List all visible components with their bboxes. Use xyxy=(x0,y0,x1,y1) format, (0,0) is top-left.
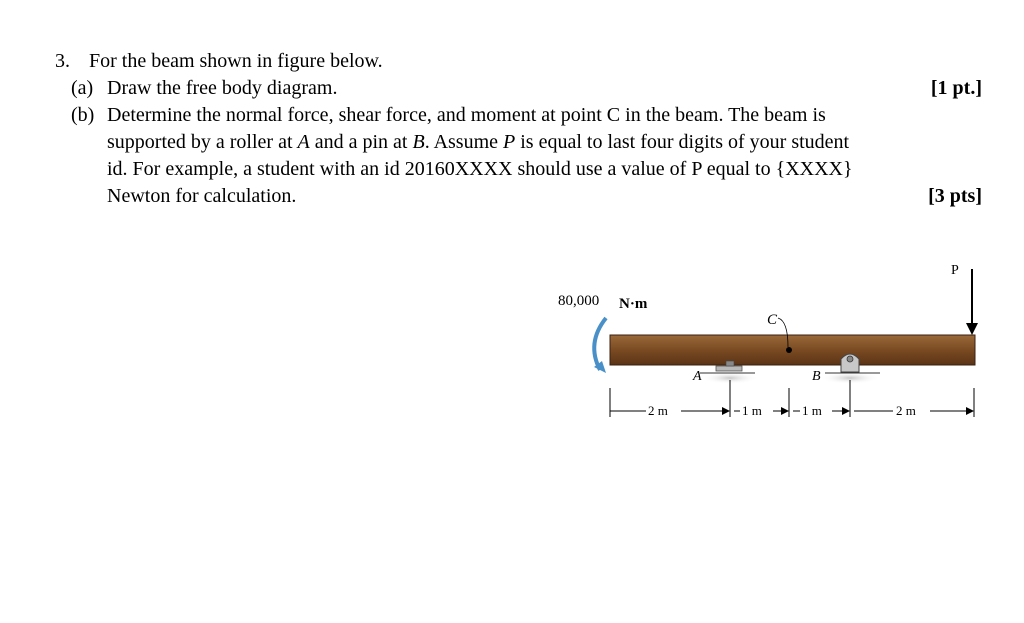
part-b-line3-text: id. For example, a student with an id 20160XXXX should use a value of P equal to {XXXX} xyxy=(107,158,853,180)
support-A-label: A xyxy=(693,369,702,384)
part-a-points: [1 pt.] xyxy=(930,77,982,99)
question-text: For the beam shown in figure below. xyxy=(89,50,383,72)
moment-value-label: 80,000 xyxy=(558,293,600,309)
dimension-label-1: 2 m xyxy=(648,403,668,418)
part-a xyxy=(55,75,985,102)
roller-A-pad xyxy=(726,361,734,366)
line2-P: P xyxy=(503,131,516,153)
part-b-line2 xyxy=(55,129,985,156)
beam xyxy=(610,335,975,365)
part-b-line4-text: Newton for calculation. xyxy=(107,185,297,207)
question-block xyxy=(55,48,985,210)
dimension-label-2: 1 m xyxy=(742,403,762,418)
line2-B: B xyxy=(412,131,425,153)
part-b-line1 xyxy=(55,102,985,129)
question-number: 3. xyxy=(55,50,70,72)
part-b-line1-text: Determine the normal force, shear force, and moment at point C in the beam. The beam is xyxy=(107,104,826,126)
dimension-label-4: 2 m xyxy=(896,403,916,418)
point-C-label: C xyxy=(767,312,778,328)
line2-mid: and a pin at xyxy=(309,131,413,153)
dimension-label-3: 1 m xyxy=(802,403,822,418)
pin-B-bolt xyxy=(847,356,853,362)
support-B-label: B xyxy=(812,369,821,384)
part-b-line3 xyxy=(55,156,985,183)
line2-A: A xyxy=(297,131,310,153)
line2-pre: supported by a roller at xyxy=(107,131,298,153)
part-b-label: (b) xyxy=(71,104,95,126)
line2-mid2: . Assume xyxy=(424,131,504,153)
part-b-line4 xyxy=(55,183,985,210)
moment-unit-label: N·m xyxy=(619,296,648,312)
roller-A-icon xyxy=(716,366,742,371)
part-b-line2-text xyxy=(107,129,849,156)
question-header xyxy=(55,48,985,75)
line2-post: is equal to last four digits of your student xyxy=(515,131,850,153)
part-a-text: Draw the free body diagram. xyxy=(107,77,338,99)
load-P-label: P xyxy=(951,263,959,278)
part-a-label: (a) xyxy=(71,77,94,99)
part-b-points: [3 pts] xyxy=(928,185,982,207)
load-P-arrowhead-icon xyxy=(966,323,978,335)
moment-arrow-icon xyxy=(594,318,606,370)
beam-diagram xyxy=(550,255,990,435)
point-C-marker xyxy=(786,347,792,353)
beam-figure xyxy=(550,255,990,435)
